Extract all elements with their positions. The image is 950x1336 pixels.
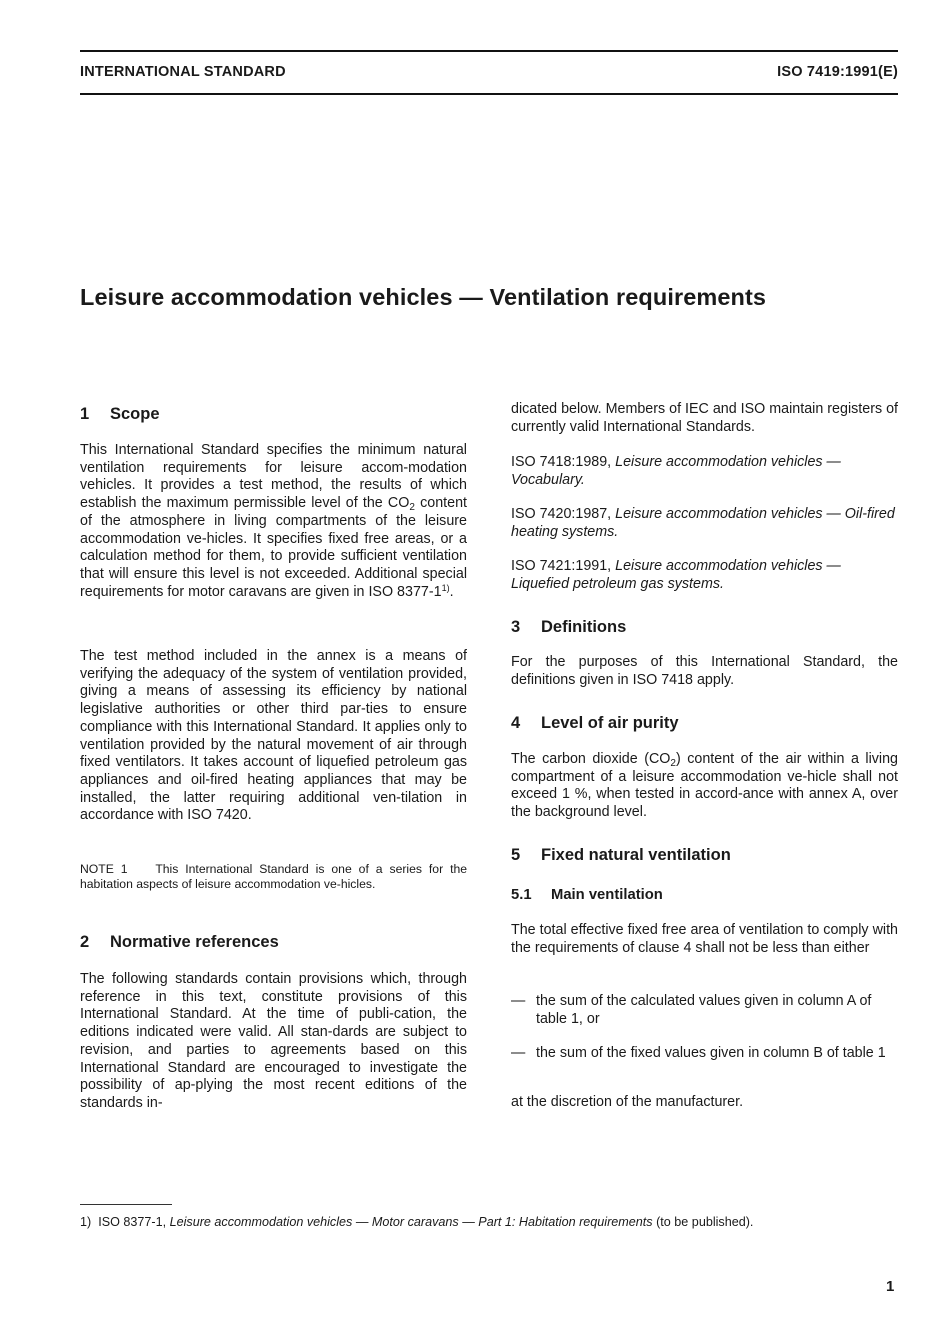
section-3-heading bbox=[511, 618, 626, 637]
note-text: This International Standard is one of a series for the habitation aspects of leisure accommodation ve-hicles. bbox=[80, 862, 468, 892]
header-bottom-rule bbox=[80, 93, 898, 95]
section-title: Fixed natural ventilation bbox=[541, 846, 731, 864]
co2-subscript: 2 bbox=[409, 502, 415, 514]
reference-item bbox=[511, 454, 898, 489]
footnote-code: ISO 8377-1, bbox=[98, 1215, 167, 1229]
air-purity-text-a: The carbon dioxide (CO bbox=[511, 751, 671, 767]
co2-subscript: 2 bbox=[670, 758, 676, 769]
normative-paragraph-1: The following standards contain provisions which, through reference in this text, constitute provisions of this International Standard. At the time of publi-cation, the editions indicated were valid. All stan-dards are subject to revision, and parties to agreements based on this International Standard are encouraged to investigate the possibility of ap-plying the most recent editions of the standards in- bbox=[80, 971, 467, 1111]
reference-title: Leisure accommodation vehicles — Vocabulary. bbox=[511, 454, 841, 488]
dash-bullet: — bbox=[511, 1045, 526, 1061]
section-number: 1 bbox=[80, 405, 90, 423]
footnote bbox=[80, 1215, 753, 1229]
section-title: Normative references bbox=[110, 933, 279, 951]
header-top-rule bbox=[80, 50, 898, 52]
scope-paragraph-1 bbox=[80, 442, 467, 601]
section-number: 2 bbox=[80, 933, 90, 951]
section-title: Definitions bbox=[541, 618, 627, 636]
scope-paragraph-2: The test method included in the annex is a means of verifying the adequacy of the system of ventilation provided, giving a means of assessing its efficiency by national legislative authorities or other third par-ties to ensure compliance with this International Standard. It applies only to ventilation provided by the natural movement of air through fixed ventilators. It takes account of liquefied petroleum gas appliances and oil-fired heating appliances that may be installed, the latter requiring additional ven-tilation in accordance with ISO 7420. bbox=[80, 648, 467, 824]
list-item bbox=[511, 993, 898, 1029]
discretion-paragraph: at the discretion of the manufacturer. bbox=[511, 1094, 744, 1110]
subsection-number: 5.1 bbox=[511, 887, 532, 903]
main-ventilation-paragraph: The total effective fixed free area of ventilation to comply with the requirements of clause 4 shall not be less than either bbox=[511, 922, 898, 956]
header-left: INTERNATIONAL STANDARD bbox=[80, 64, 286, 80]
subsection-5-1-heading bbox=[511, 887, 663, 903]
note-1 bbox=[80, 862, 467, 893]
normative-paragraph-1-cont: dicated below. Members of IEC and ISO maintain registers of currently valid International Standards. bbox=[511, 401, 898, 435]
section-5-heading bbox=[511, 846, 731, 865]
scope-text-a: This International Standard specifies the minimum natural ventilation requirements for leisure accom-modation vehicles. It provides a test method, the results of which establish the maximum permissible level of the CO bbox=[80, 442, 467, 512]
reference-code: ISO 7421:1991, bbox=[511, 558, 612, 574]
section-number: 3 bbox=[511, 618, 521, 636]
reference-code: ISO 7418:1989, bbox=[511, 454, 612, 470]
air-purity-text-b: ) content of the air within a living compartment of a leisure accommodation ve-hicle shall not exceed 1 %, when tested in accord-ance with annex A, over the background level. bbox=[511, 751, 898, 821]
reference-title: Leisure accommodation vehicles — Oil-fired heating systems. bbox=[511, 506, 895, 540]
reference-item bbox=[511, 558, 898, 593]
air-purity-paragraph bbox=[511, 751, 898, 822]
dash-bullet: — bbox=[511, 993, 526, 1009]
section-title: Level of air purity bbox=[541, 714, 679, 732]
reference-title: Leisure accommodation vehicles — Liquefied petroleum gas systems. bbox=[511, 558, 841, 592]
reference-code: ISO 7420:1987, bbox=[511, 506, 612, 522]
section-number: 5 bbox=[511, 846, 521, 864]
footnote-title: Leisure accommodation vehicles — Motor caravans — Part 1: Habitation requirements bbox=[169, 1215, 653, 1229]
scope-text-end: . bbox=[449, 583, 454, 600]
subsection-title: Main ventilation bbox=[551, 887, 663, 903]
page-number: 1 bbox=[886, 1278, 895, 1295]
list-item-text: the sum of the calculated values given in column A of table 1, or bbox=[536, 993, 872, 1027]
list-item-text: the sum of the fixed values given in column B of table 1 bbox=[536, 1045, 886, 1061]
section-number: 4 bbox=[511, 714, 521, 732]
footnote-rule bbox=[80, 1204, 172, 1205]
footnote-tail: (to be published). bbox=[656, 1215, 754, 1229]
footnote-marker: 1) bbox=[80, 1215, 92, 1229]
section-2-heading bbox=[80, 933, 279, 952]
reference-item bbox=[511, 506, 898, 541]
list-item bbox=[511, 1045, 898, 1081]
definitions-paragraph: For the purposes of this International Standard, the definitions given in ISO 7418 apply. bbox=[511, 654, 898, 688]
section-title: Scope bbox=[110, 405, 160, 423]
section-1-heading bbox=[80, 405, 160, 424]
header-right: ISO 7419:1991(E) bbox=[777, 64, 898, 80]
note-label: NOTE 1 bbox=[80, 862, 128, 876]
scope-text-b: content of the atmosphere in living compartments of the leisure accommodation ve-hicles. It specifies fixed free areas, or a calculation method for them, to provide sufficient ventilation that will ensure this level is not exceeded. Additional special requirements for motor caravans are given in ISO 8377-1 bbox=[80, 495, 468, 600]
document-title: Leisure accommodation vehicles — Ventilation requirements bbox=[80, 284, 767, 310]
section-4-heading bbox=[511, 714, 679, 733]
footnote-ref: 1) bbox=[441, 582, 450, 593]
